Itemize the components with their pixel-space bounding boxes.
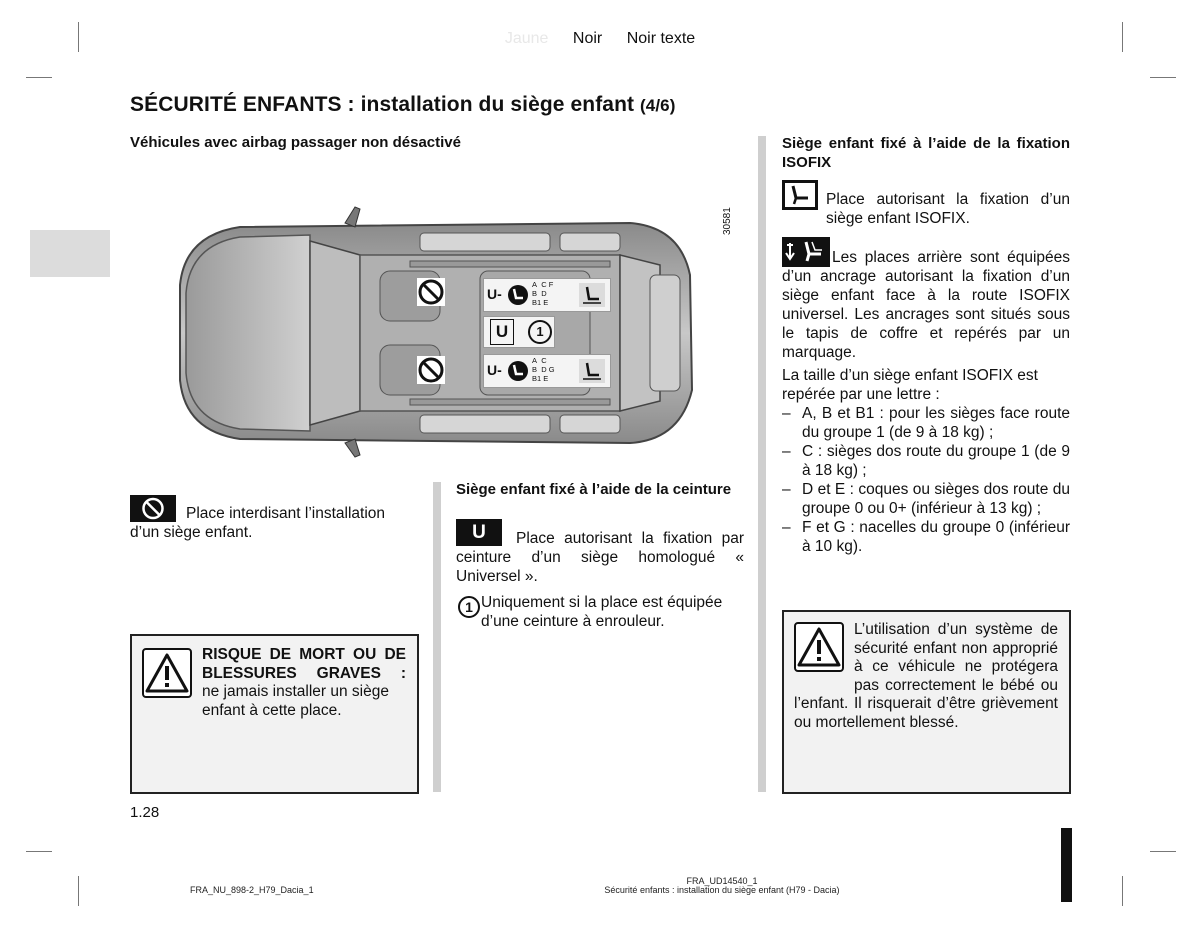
class-a: A <box>532 280 538 289</box>
rear-right-seat-label <box>483 354 611 388</box>
isofix-text: Place autorisant la fixation d’un siège enfant ISOFIX. <box>826 191 1070 227</box>
crop-mark <box>26 851 52 852</box>
size-list-item: – D et E : coques ou sièges dos route du groupe 0 ou 0+ (inférieur à 13 kg) ; <box>782 480 1070 518</box>
class-e: E <box>543 374 549 383</box>
rear-middle-seat-label <box>483 316 555 348</box>
isofix-seat-icon <box>507 284 529 306</box>
chapter-tab <box>30 230 110 277</box>
warning-box-right <box>782 610 1071 794</box>
circle-legend <box>456 593 744 631</box>
crop-mark <box>1150 851 1176 852</box>
crop-mark <box>1150 77 1176 78</box>
forbidden-text: Place interdisant l’installation d’un siège enfant. <box>130 505 386 541</box>
footer-code: FRA_UD14540_1 <box>686 876 758 886</box>
right-heading: Siège enfant fixé à l’aide de la fixation ISOFIX <box>782 135 1070 171</box>
figure-ref <box>722 195 740 235</box>
class-d: D <box>541 289 547 298</box>
universal-u-icon: U <box>490 319 514 345</box>
class-b1: B1 <box>532 298 542 307</box>
footer-doc-ref: FRA_NU_898-2_H79_Dacia_1 <box>190 885 314 895</box>
label-black: Noir <box>572 30 603 47</box>
warning-text: ne jamais installer un siège enfant à cette place. <box>202 683 389 719</box>
warning-box-left <box>130 634 419 794</box>
class-a: A <box>532 356 538 365</box>
warning-right-text: L’utilisation d’un système de sécurité enfant non approprié à ce véhicule ne protégera pas correctement le bébé ou l’enfant. Il risquerait d’être grièvement ou mortellement blessé. <box>794 621 1058 731</box>
column-divider <box>433 482 441 792</box>
class-f: F <box>548 280 554 289</box>
forbidden-legend <box>130 495 417 542</box>
mid-heading: Siège enfant fixé à l’aide de la ceinture <box>456 481 732 498</box>
anchor-text: Les places arrière sont équipées d’un ancrage autorisant la fixation d’un siège enfant face à la route ISOFIX universel. Les ancrages sont situés sous le tapis de coffre et repérés par un marquage. <box>782 249 1070 361</box>
isofix-u-prefix: U- <box>487 362 502 378</box>
isofix-class-list <box>532 356 555 383</box>
label-black-text: Noir texte <box>626 30 696 47</box>
no-entry-icon <box>417 356 445 384</box>
no-entry-icon <box>417 278 445 306</box>
column-divider <box>758 136 766 792</box>
size-list <box>782 404 1070 556</box>
size-list-item: – A, B et B1 : pour les sièges face route du groupe 1 (de 9 à 18 kg) ; <box>782 404 1070 442</box>
label-yellow: Jaune <box>504 30 549 47</box>
size-list-item: – C : sièges dos route du groupe 1 (de 9 à 18 kg) ; <box>782 442 1070 480</box>
isofix-anchor-icon <box>782 237 830 267</box>
title-part: (4/6) <box>640 96 676 115</box>
page-number: 1.28 <box>130 804 160 821</box>
class-b: B <box>532 289 538 298</box>
isofix-u-prefix: U- <box>487 286 502 302</box>
circle-text: Uniquement si la place est équipée d’une ceinture à enrouleur. <box>481 594 723 630</box>
title-main: SÉCURITÉ ENFANTS : installation du siège enfant <box>130 93 641 116</box>
class-c: C <box>541 356 547 365</box>
isofix-size-section <box>782 366 1070 556</box>
warning-text-right <box>794 621 1058 732</box>
class-g: G <box>548 365 555 374</box>
car-top-view-illustration <box>160 205 700 460</box>
class-e: E <box>543 298 549 307</box>
warning-triangle-icon <box>142 648 192 698</box>
figure-ref-text: 30581 <box>722 207 733 235</box>
crop-mark <box>26 77 52 78</box>
no-entry-icon <box>130 495 176 522</box>
class-d: D <box>541 365 547 374</box>
page-title <box>130 93 676 117</box>
isofix-anchor-icon <box>579 283 605 307</box>
left-heading: Véhicules avec airbag passager non désactivé <box>130 134 461 151</box>
class-b: B <box>532 365 538 374</box>
isofix-seat-icon <box>507 360 529 382</box>
isofix-legend <box>782 180 1070 228</box>
footer-description: Sécurité enfants : installation du siège enfant (H79 - Dacia) <box>604 885 840 895</box>
circle-1-icon: 1 <box>458 596 480 618</box>
size-intro: La taille d’un siège enfant ISOFIX est repérée par une lettre : <box>782 367 1038 403</box>
universal-legend <box>456 519 744 586</box>
circle-1-icon: 1 <box>528 320 552 344</box>
warning-title: RISQUE DE MORT OU DE BLESSURES GRAVES : <box>202 646 406 682</box>
class-b1: B1 <box>532 374 542 383</box>
rear-left-seat-label <box>483 278 611 312</box>
isofix-anchor-icon <box>579 359 605 383</box>
isofix-seat-icon <box>782 180 818 210</box>
isofix-class-list <box>532 280 553 307</box>
color-separation-labels <box>0 30 1200 48</box>
class-c: C <box>541 280 547 289</box>
anchor-legend <box>782 237 1070 362</box>
size-list-item: – F et G : nacelles du groupe 0 (inférieur à 10 kg). <box>782 518 1070 556</box>
universal-text: Place autorisant la fixation par ceinture d’un siège homologué « Universel ». <box>456 530 744 585</box>
universal-u-icon: U <box>456 519 502 546</box>
